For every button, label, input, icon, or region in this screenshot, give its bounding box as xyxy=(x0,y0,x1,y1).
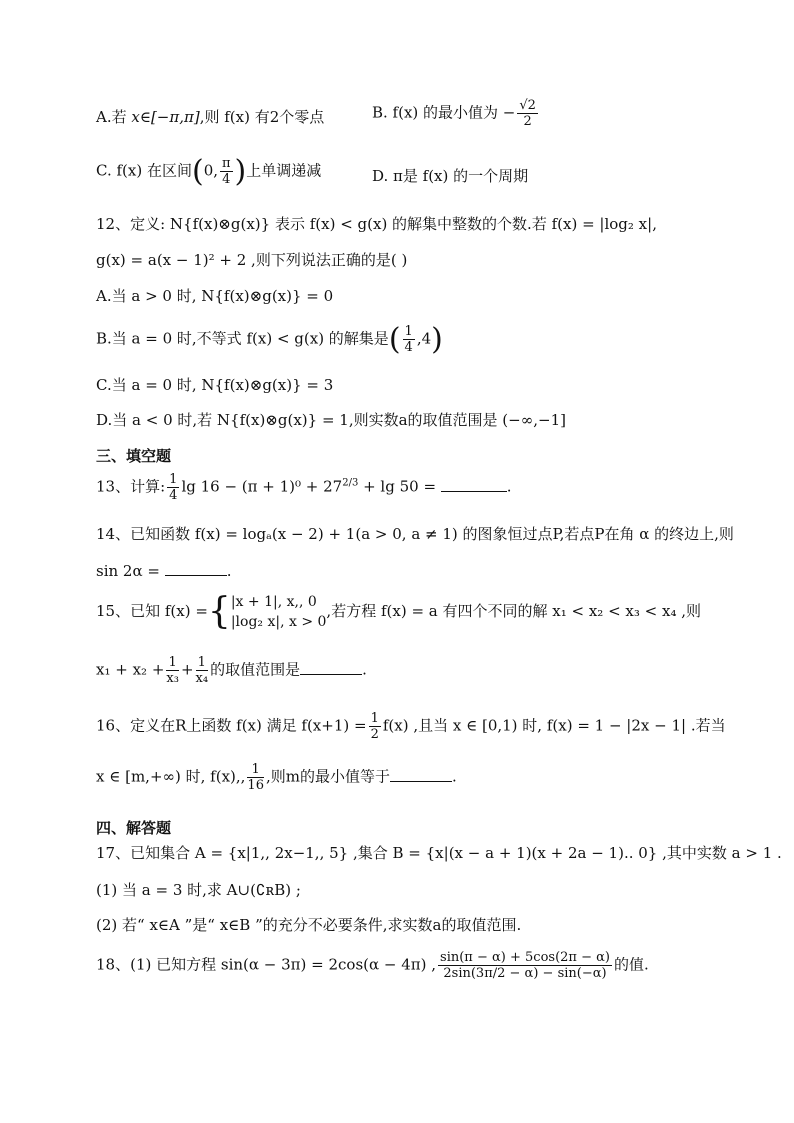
answer-blank[interactable] xyxy=(441,491,507,492)
denominator: 4 xyxy=(169,488,178,503)
text: ,若方程 f(x) = a 有四个不同的解 x₁ < x₂ < x₃ < x₄ ,则 xyxy=(326,602,701,620)
numerator: √2 xyxy=(519,98,536,113)
left-brace: { xyxy=(207,591,231,632)
numerator: 1 xyxy=(166,655,179,671)
numerator: 1 xyxy=(169,472,178,487)
text: C. f(x) 在区间 xyxy=(96,161,192,180)
text: + lg 50 = xyxy=(358,477,441,496)
numerator: 1 xyxy=(196,655,209,671)
math: x∈[−π,π] xyxy=(131,108,200,126)
q12-line2: g(x) = a(x − 1)² + 2 ,则下列说法正确的是( ) xyxy=(96,251,408,269)
fraction xyxy=(220,156,233,187)
right-paren: ) xyxy=(234,154,247,189)
q11-option-d xyxy=(372,165,528,186)
text: x₁ + x₂ + xyxy=(96,660,165,679)
denominator: 2 xyxy=(370,727,379,742)
left-paren: ( xyxy=(388,322,401,357)
q18 xyxy=(96,950,649,981)
text: 上单调递减 xyxy=(246,161,322,180)
left-paren: ( xyxy=(191,154,204,189)
fraction xyxy=(247,762,264,793)
denominator: 4 xyxy=(222,172,231,187)
text: lg 16 − (π + 1)⁰ + 27 xyxy=(181,477,343,496)
q16-line1 xyxy=(96,711,726,742)
q12-line1: 12、定义: N{f(x)⊗g(x)} 表示 f(x) < g(x) 的解集中整数的个数.若 f(x) = |log₂ x|, xyxy=(96,215,657,233)
q12-option-c: C.当 a = 0 时, N{f(x)⊗g(x)} = 3 xyxy=(96,376,334,394)
denominator: 4 xyxy=(404,340,413,355)
text: 15、已知 f(x) = xyxy=(96,602,208,620)
fraction xyxy=(167,472,179,503)
text: ,则m的最小值等于 xyxy=(265,767,390,786)
text: 16、定义在R上函数 f(x) 满足 f(x+1) = xyxy=(96,716,367,735)
q13: 13、计算: $\frac{1}{4}$ $\lg 16 - (\pi + 1)^0 + 27^{2/3} + \lg 50$ = . xyxy=(96,472,512,503)
text: A.若 xyxy=(96,108,132,126)
q11-option-a xyxy=(96,106,324,127)
denominator: 2 xyxy=(523,114,532,129)
fraction xyxy=(517,98,538,129)
section-heading: 四、解答题 xyxy=(96,819,172,837)
right-paren: ) xyxy=(431,322,443,357)
q15-line2: x₁ + x₂ + $\frac{1}{\text{x₃}}$ + $\frac{1}{\text{x₄}}$ 的取值范围是 . xyxy=(96,655,367,686)
q14-line1: 14、已知函数 f(x) = logₐ(x − 2) + 1(a > 0, a ≠ 1) 的图象恒过点P,若点P在角 α 的终边上,则 xyxy=(96,525,734,543)
q12-option-d: D.当 a < 0 时,若 N{f(x)⊗g(x)} = 1,则实数a的取值范围是 (−∞,−1] xyxy=(96,411,566,429)
q17-sub1: (1) 当 a = 3 时,求 A∪(∁ʀB) ; xyxy=(96,881,301,899)
numerator: 1 xyxy=(247,762,264,778)
text: D. π是 f(x) 的一个周期 xyxy=(372,167,529,185)
text: 的取值范围是 xyxy=(210,660,301,679)
fraction xyxy=(403,324,415,355)
q16-line2: x ∈ [m,+∞) 时, f(x),, $\frac{1}{16}$ ,则m的最小值等于 . xyxy=(96,762,457,793)
denominator: 2sin(3π/2 − α) − sin(−α) xyxy=(443,966,607,981)
case: |log₂ x|, x > 0 xyxy=(230,614,327,630)
denominator: x₄ xyxy=(195,671,209,686)
case: |x + 1|, x,, 0 xyxy=(230,594,317,610)
numerator: sin(π − α) + 5cos(2π − α) xyxy=(440,950,610,965)
answer-blank[interactable] xyxy=(165,575,227,576)
text: B.当 a = 0 时,不等式 f(x) < g(x) 的解集是 xyxy=(96,329,389,348)
q12-option-b xyxy=(96,322,443,357)
answer-blank[interactable] xyxy=(300,674,362,675)
q15-line1 xyxy=(96,592,701,632)
text: sin 2α = xyxy=(96,562,165,580)
q12-option-a: A.当 a > 0 时, N{f(x)⊗g(x)} = 0 xyxy=(96,287,334,305)
fraction xyxy=(369,711,381,742)
denominator: x₃ xyxy=(166,671,179,686)
text: x ∈ [m,+∞) 时, f(x),, xyxy=(96,767,246,786)
text: 0, xyxy=(203,161,218,180)
numerator: π xyxy=(222,156,231,171)
q11-option-c xyxy=(96,154,321,189)
q17-sub2: (2) 若“ x∈A ”是“ x∈B ”的充分不必要条件,求实数a的取值范围. xyxy=(96,916,522,934)
section-heading: 三、填空题 xyxy=(96,447,172,465)
text: 的值. xyxy=(613,955,649,974)
text: 18、(1) 已知方程 sin(α − 3π) = 2cos(α − 4π) , xyxy=(96,955,437,974)
exponent: 2/3 xyxy=(342,477,359,489)
text: ,则 f(x) 有2个零点 xyxy=(199,108,325,126)
fraction xyxy=(196,655,209,686)
text: ,4 xyxy=(416,329,432,348)
text: B. f(x) 的最小值为 − xyxy=(372,103,516,122)
denominator: 16 xyxy=(247,778,264,793)
text: f(x) ,且当 x ∈ [0,1) 时, f(x) = 1 − |2x − 1| .若当 xyxy=(382,716,726,735)
q17-line1: 17、已知集合 A = {x|1,, 2x−1,, 5} ,集合 B = {x|(x − a + 1)(x + 2a − 1).. 0} ,其中实数 a > 1 . xyxy=(96,844,782,862)
answer-blank[interactable] xyxy=(390,781,452,782)
numerator: 1 xyxy=(370,711,379,726)
q11-option-b xyxy=(372,98,540,129)
fraction xyxy=(166,655,179,686)
fraction xyxy=(438,950,612,981)
text: 13、计算: xyxy=(96,477,166,496)
q14-line2: sin 2α = . xyxy=(96,562,232,580)
numerator: 1 xyxy=(404,324,413,339)
piecewise-cases xyxy=(231,592,327,632)
